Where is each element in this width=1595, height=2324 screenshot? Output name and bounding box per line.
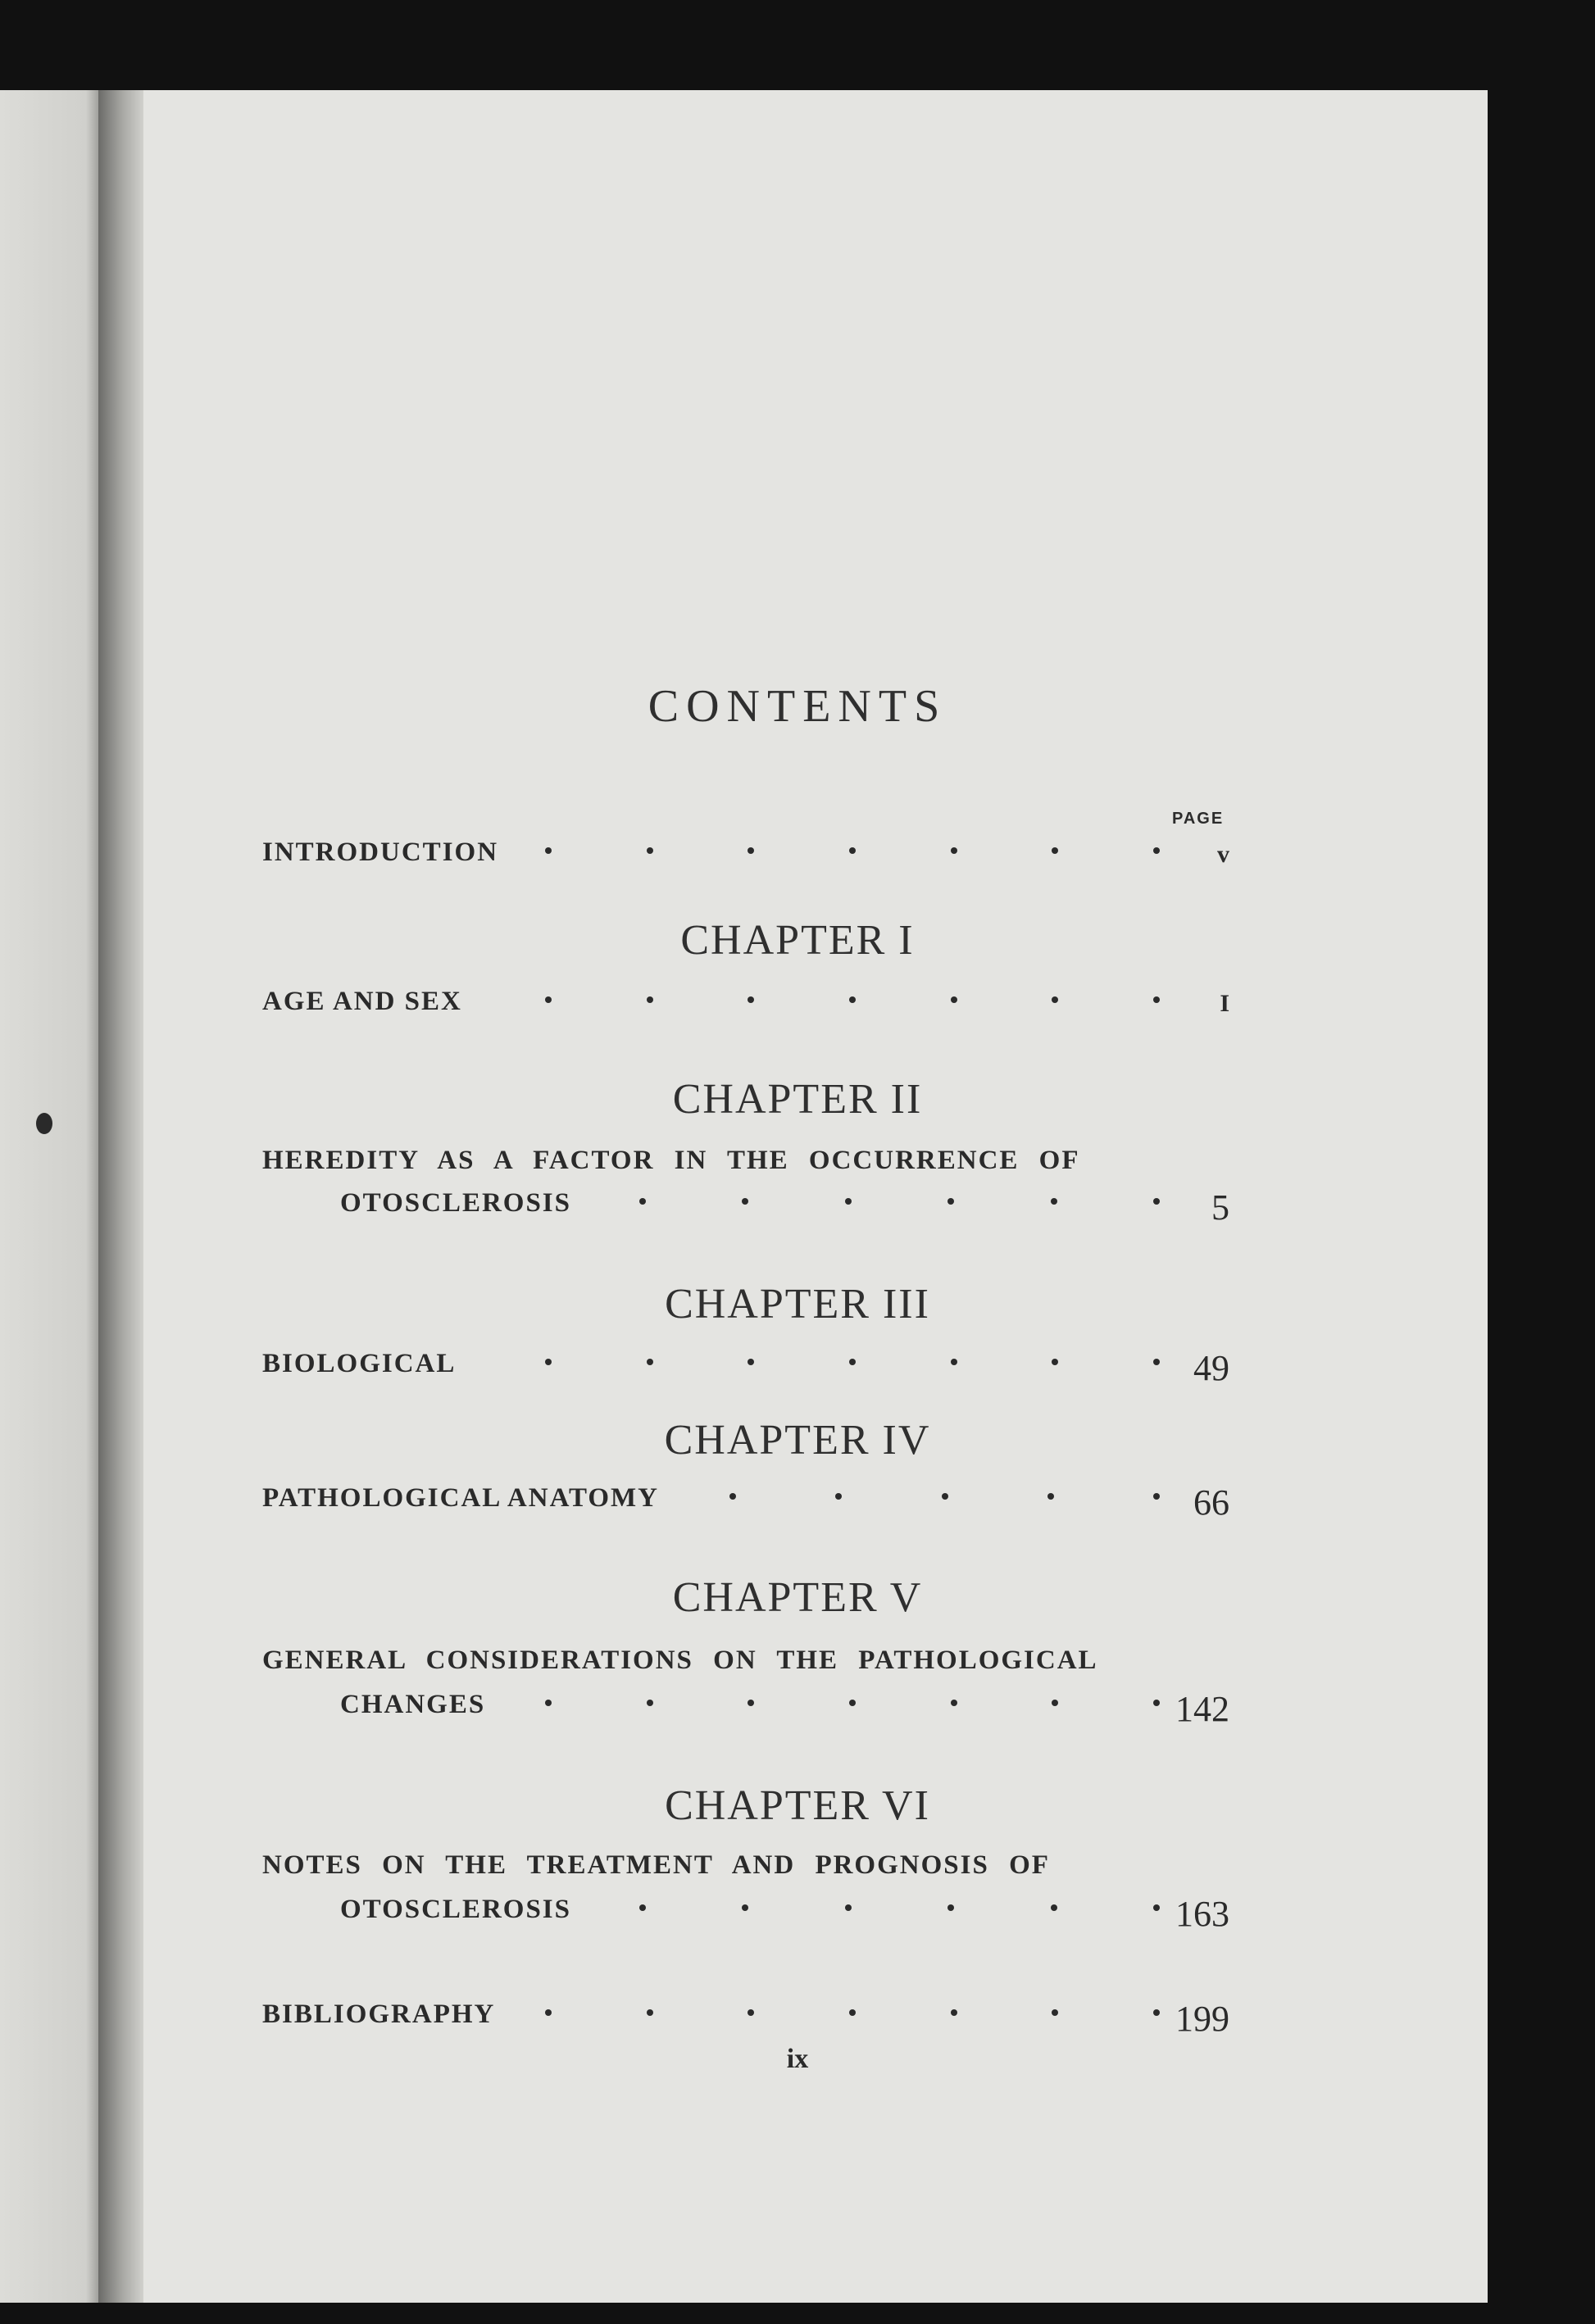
- toc-entry-bibliography: [262, 1999, 1229, 2049]
- page-folio: ix: [786, 2044, 809, 2074]
- dot-leader: [545, 834, 1160, 867]
- dot-leader: [545, 983, 1160, 1016]
- entry-label: BIBLIOGRAPHY: [262, 1999, 496, 2029]
- contents-title: CONTENTS: [648, 681, 947, 732]
- toc-entry-chapter-5: [262, 1690, 1229, 1739]
- entry-label: NOTES ON THE TREATMENT AND PROGNOSIS OF: [262, 1850, 1050, 1880]
- page-column-label: PAGE: [1172, 810, 1225, 828]
- entry-label: HEREDITY AS A FACTOR IN THE OCCURRENCE OF: [262, 1146, 1080, 1175]
- chapter-heading: CHAPTER IV: [664, 1417, 931, 1464]
- dot-leader: [639, 1185, 1160, 1218]
- toc-entry-chapter-2: [262, 1188, 1229, 1237]
- entry-page-number: 142: [1175, 1689, 1229, 1729]
- dot-leader: [545, 1346, 1160, 1378]
- entry-page-number: 66: [1193, 1482, 1229, 1523]
- dot-leader: [545, 1996, 1160, 2029]
- chapter-heading: CHAPTER II: [672, 1076, 923, 1123]
- book-gutter: [98, 90, 148, 2303]
- entry-label-continued: OTOSCLEROSIS: [340, 1895, 572, 1924]
- chapter-heading: CHAPTER III: [665, 1281, 930, 1328]
- dot-leader: [639, 1891, 1160, 1924]
- toc-entry-chapter-1: [262, 987, 1229, 1036]
- entry-label: PATHOLOGICAL ANATOMY: [262, 1483, 660, 1513]
- chapter-heading: CHAPTER VI: [665, 1782, 930, 1829]
- toc-entry-introduction: [262, 837, 1229, 887]
- entry-label: AGE AND SEX: [262, 987, 462, 1016]
- entry-page-number: v: [1217, 841, 1229, 868]
- toc-entry-chapter-4: [262, 1483, 1229, 1532]
- chapter-heading: CHAPTER I: [680, 917, 915, 964]
- toc-entry-chapter-3: [262, 1349, 1229, 1398]
- entry-label: INTRODUCTION: [262, 837, 499, 867]
- entry-page-number: 49: [1193, 1348, 1229, 1388]
- toc-entry-chapter-6: [262, 1895, 1229, 1944]
- entry-label: GENERAL CONSIDERATIONS ON THE PATHOLOGICAL: [262, 1645, 1098, 1675]
- entry-label-continued: CHANGES: [340, 1690, 486, 1719]
- dot-leader: [729, 1480, 1160, 1513]
- dot-leader: [545, 1686, 1160, 1719]
- entry-page-number: 5: [1211, 1187, 1229, 1228]
- entry-page-number: 199: [1175, 1999, 1229, 2039]
- entry-label-continued: OTOSCLEROSIS: [340, 1188, 572, 1218]
- entry-label: BIOLOGICAL: [262, 1349, 457, 1378]
- entry-page-number: I: [1220, 990, 1229, 1017]
- entry-page-number: 163: [1175, 1894, 1229, 1934]
- chapter-heading: CHAPTER V: [672, 1574, 923, 1621]
